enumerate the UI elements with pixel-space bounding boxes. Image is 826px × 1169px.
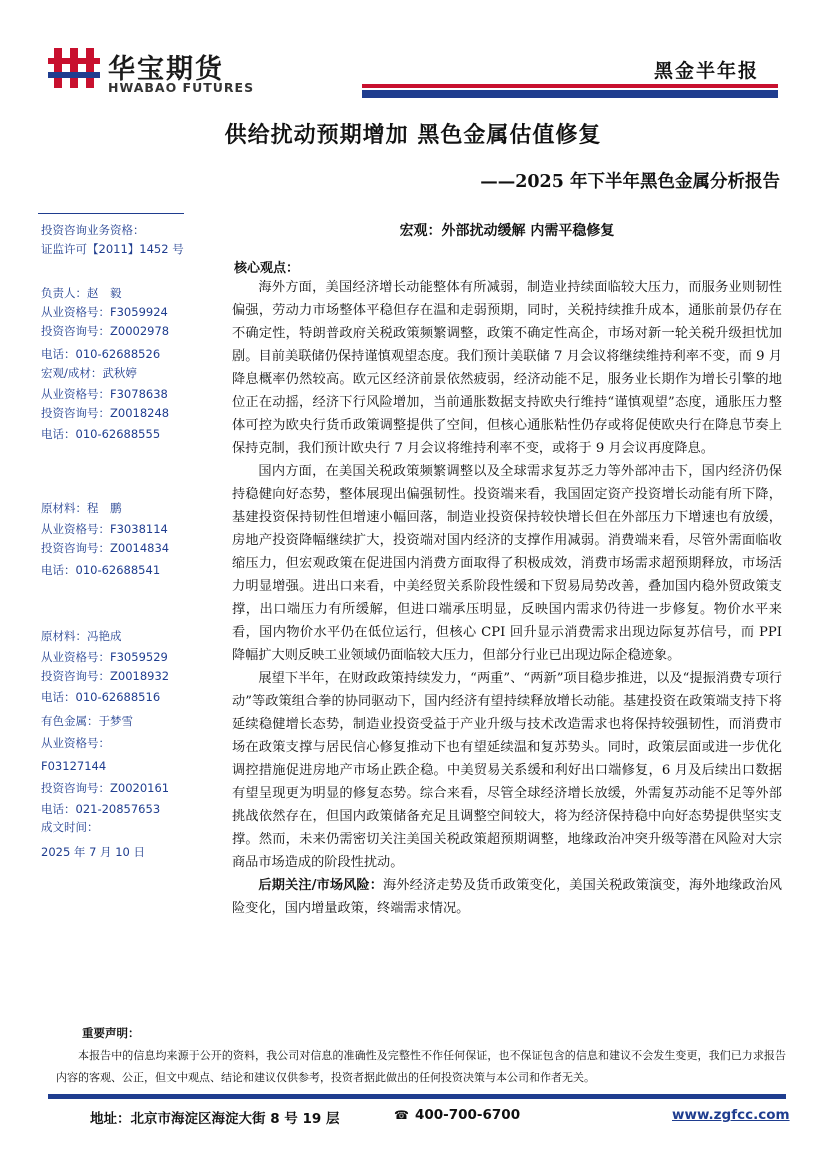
body-paragraph-domestic: 国内方面，在美国关税政策频繁调整以及全球需求复苏乏力等外部冲击下，国内经济仍保持稳健向好态势，整体展现出偏强韧性。投资端来看，我国固定资产投资增长动能有所下降，基建投资保持韧性但增速小幅回落，制造业投资保持较快增长但在外部压力下增速也有放缓，房地产投资降幅继续扩大，投资端对国内经济的支撑作用减弱。消费端来看，尽管外需面临收缩压力，但宏观政策在促进国内消费方面取得了积极成效，消费市场需求超预期释放，市场活力明显增强。进出口来看，中美经贸关系阶段性缓和下贸易局势改善，叠加国内稳外贸政策支撑，出口端压力有所缓解，但进口端承压明显，反映国内需求仍待进一步修复。物价水平来看，国内物价水平仍在低位运行，但核心 CPI 回升显示消费需求出现边际复苏信号，而 PPI 降幅扩大则反映工业领域仍面临较大压力，但部分行业已出现边际企稳迹象。 [232, 464, 782, 663]
sidebar-line: F03127144 [41, 759, 107, 773]
sidebar-line: 投资咨询号：Z0002978 [41, 324, 170, 338]
sidebar-line: 从业资格号： [41, 736, 110, 750]
phone-number: 400-700-6700 [414, 1107, 521, 1123]
body-paragraph-outlook: 展望下半年，在财政政策持续发力，“两重”、“两新”项目稳步推进，以及“提振消费专项行动”等政策组合拳的协同驱动下，国内经济有望持续释放增长动能。基建投资在政策端支持下将延续稳健增长态势，制造业投资受益于产业升级与技术改造需求也将保持较强韧性，而消费市场在政策支撑与居民信心修复推动下也有望延续温和复苏势头。同时，政策层面或进一步优化调控措施促进房地产市场止跌企稳。中美贸易关系缓和利好出口端修复，6 月及后续出口数据有望呈现更为明显的修复态势。综合来看，尽管全球经济增长放缓，外需复苏动能不足等外部挑战依然存在，但国内政策储备充足且调整空间较大，将为经济保持稳中向好态势提供坚实支撑。然而，未来仍需密切关注美国关税政策超预期调整，地缘政治冲突升级等潜在风险对大宗商品市场造成的阶段性扰动。 [232, 671, 782, 870]
sidebar-line: 从业资格号：F3038114 [41, 522, 168, 536]
sidebar-line: 证监许可【2011】1452 号 [41, 242, 184, 256]
sidebar-line: 投资咨询号：Z0018932 [41, 669, 170, 683]
sidebar-line: 电话：021-20857653 [41, 802, 161, 816]
sidebar-line: 从业资格号：F3059924 [41, 305, 168, 319]
sidebar-line: 电话：010-62688541 [41, 563, 161, 577]
sidebar-line: 电话：010-62688555 [41, 427, 161, 441]
sidebar-top-rule [38, 213, 184, 214]
risk-paragraph [232, 874, 782, 920]
sidebar-line: 原材料：冯艳成 [41, 629, 122, 643]
sidebar-line: 负责人：赵 毅 [41, 286, 122, 300]
sidebar-line: 电话：010-62688516 [41, 690, 161, 704]
sidebar-line: 宏观/成材：武秋婷 [41, 366, 137, 380]
hwabao-logo-mark-icon [48, 46, 100, 90]
report-title: 供给扰动预期增加 黑色金属估值修复 [224, 123, 602, 148]
disclaimer-text: 本报告中的信息均来源于公开的资料，我公司对信息的准确性及完整性不作任何保证，也不保证包含的信息和建议不会发生变更，我们已力求报告内容的客观、公正，但文中观点、结论和建议仅供参考，投资者据此做出的任何投资决策与本公司和作者无关。 [56, 1049, 786, 1084]
section-title: 宏观：外部扰动缓解 内需平稳修复 [399, 223, 615, 239]
logo-en-text: HWABAO FUTURES [108, 80, 255, 95]
sidebar-line: 投资咨询号：Z0018248 [41, 406, 170, 420]
footer-rule [48, 1094, 786, 1099]
sidebar-line: 成文时间： [41, 820, 99, 834]
sidebar-line: 投资咨询号：Z0014834 [41, 541, 170, 555]
header-blue-rule [362, 90, 778, 98]
body-paragraph-overseas: 海外方面，美国经济增长动能整体有所减弱，制造业持续面临较大压力，而服务业则韧性偏强，劳动力市场整体平稳但存在温和走弱预期，同时，关税持续推升成本，通胀前景仍存在不确定性，特朗普政府关税政策频繁调整，政策不确定性高企，市场对新一轮关税升级担忧加剧。目前美联储仍保持谨慎观望态度。我们预计美联储 7 月会议将继续维持利率不变，而 9 月降息概率仍然较高。欧元区经济前景依然疲弱，经济动能不足，服务业长期作为增长引擎的地位正在动摇，经济下行风险增加，当前通胀数据支持欧央行维持“谨慎观望”态度，通胀压力整体可控为欧央行货币政策调整提供了空间，但核心通胀粘性仍存或将促使欧央行在降息节奏上保持克制，我们预计欧央行 7 月会议将维持利率不变，或将于 9 月会议再度降息。 [232, 280, 782, 456]
sidebar-line: 原材料：程 鹏 [41, 501, 122, 515]
disclaimer-title: 重要声明： [82, 1026, 140, 1040]
report-body [232, 276, 782, 920]
footer-website-link[interactable]: www.zgfcc.com [672, 1107, 790, 1123]
header-red-rule [362, 84, 778, 88]
sidebar-line: 从业资格号：F3059529 [41, 650, 168, 664]
logo-cn-text: 华宝期货 [108, 54, 224, 85]
sidebar-line: 投资咨询业务资格： [41, 223, 145, 237]
sidebar-line: 电话：010-62688526 [41, 347, 161, 361]
risk-label: 后期关注/市场风险： [258, 878, 384, 893]
sidebar-line: 从业资格号：F3078638 [41, 387, 168, 401]
company-logo [48, 46, 258, 98]
report-subtitle: ——2025 年下半年黑色金属分析报告 [480, 172, 780, 192]
phone-icon: ☎ [394, 1108, 409, 1122]
footer-phone [394, 1107, 520, 1123]
sidebar-line: 投资咨询号：Z0020161 [41, 781, 170, 795]
report-type-label: 黑金半年报 [654, 60, 760, 82]
sidebar-line: 有色金属：于梦雪 [41, 714, 133, 728]
sidebar-line: 2025 年 7 月 10 日 [41, 845, 145, 859]
footer-address: 地址：北京市海淀区海淀大街 8 号 19 层 [90, 1111, 340, 1127]
risk-text: 海外经济走势及货币政策变化，美国关税政策演变，海外地缘政治风险变化，国内增量政策，终端需求情况。 [232, 878, 782, 916]
core-view-label: 核心观点： [234, 261, 300, 276]
